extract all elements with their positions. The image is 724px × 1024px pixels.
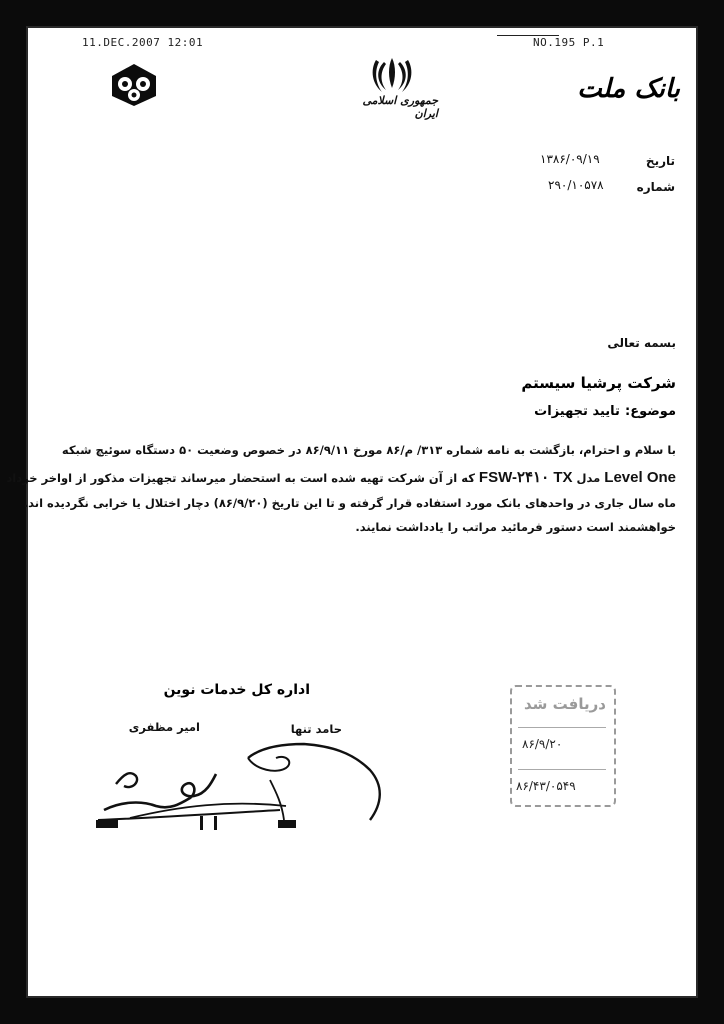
handwritten-signatures	[90, 740, 400, 832]
subject-line	[460, 400, 676, 419]
recipient: شرکت پرشیا سیستم	[521, 374, 676, 392]
fax-page-number: NO.195 P.1	[533, 36, 605, 49]
signer-right: امیر مظفری	[128, 720, 200, 734]
signer-left: حامد تنها	[290, 722, 342, 736]
stamp-divider	[518, 727, 606, 728]
model-brand: Level One	[604, 469, 676, 486]
number-label: شماره	[636, 180, 675, 194]
body-line-1: با سلام و احترام، بازگشت به نامه شماره ۳۱۳/ م/۸۶ مورخ ۸۶/۹/۱۱ در خصوص وضعیت ۵۰ دستگاه سوئیچ شبکه	[61, 443, 676, 457]
date-value: ۱۳۸۶/۰۹/۱۹	[540, 152, 600, 166]
fax-page	[23, 26, 698, 998]
iran-emblem-icon	[370, 54, 414, 94]
fax-timestamp: 11.DEC.2007 12:01	[82, 36, 204, 49]
subject-value: تایید تجهیزات	[534, 404, 620, 419]
stamp-number: ۸۶/۴۳/۰۵۴۹	[516, 779, 576, 793]
received-stamp	[510, 685, 616, 807]
body-line-2-text: که از آن شرکت تهیه شده است به استحضار میرساند تجهیزات مذکور از اواخر خرداد	[6, 471, 475, 485]
body-line-3: ماه سال جاری در واحدهای بانک مورد استفاده قرار گرفته و تا این تاریخ (۸۶/۹/۲۰) دچار اختلال یا خرابی نگردیده اند.	[23, 496, 676, 510]
bank-name: بانک ملت	[577, 74, 680, 104]
number-value: ۲۹۰/۱۰۵۷۸	[548, 178, 604, 192]
stamp-divider	[518, 769, 606, 770]
model-word: مدل	[576, 471, 601, 485]
body-line-4: خواهشمند است دستور فرمائید مراتب را یادداشت نمایند.	[355, 520, 676, 534]
bank-mellat-logo-icon	[108, 62, 160, 108]
stamp-date: ۸۶/۹/۲۰	[522, 737, 563, 751]
emblem-caption: جمهوری اسلامی ایران	[362, 94, 438, 120]
subject-label: موضوع:	[625, 404, 676, 419]
bismillah: بسمه تعالی	[607, 336, 676, 350]
department-name: اداره کل خدمات نوین	[163, 682, 310, 698]
stamp-title: دریافت شد	[524, 695, 606, 713]
date-label: تاریخ	[645, 154, 675, 168]
model-number: FSW-۲۴۱۰ TX	[478, 469, 573, 486]
body-line-2	[6, 468, 676, 486]
